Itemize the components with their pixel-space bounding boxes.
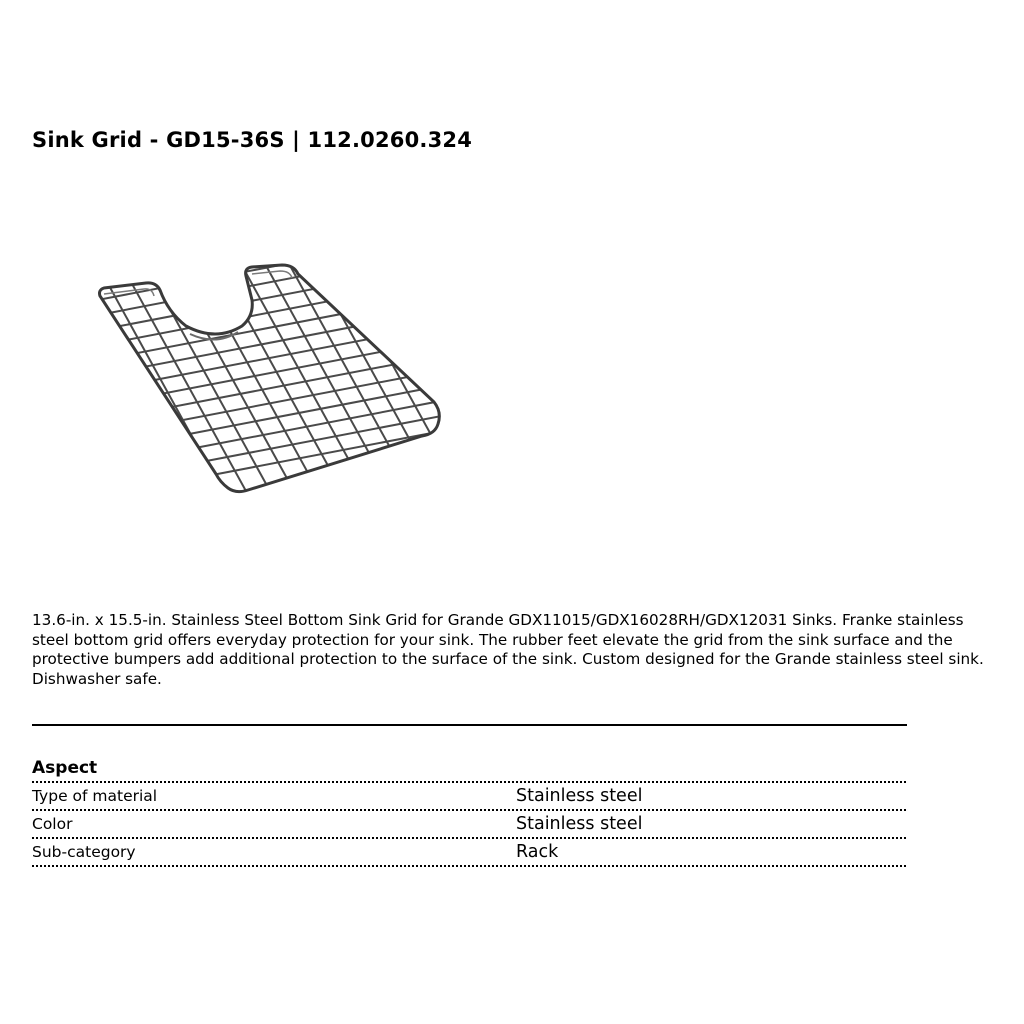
spec-row: [32, 839, 906, 867]
product-title: Sink Grid - GD15-36S | 112.0260.324: [32, 128, 473, 152]
spec-label: Type of material: [32, 787, 158, 805]
spec-label: Sub-category: [32, 843, 136, 861]
product-description: 13.6-in. x 15.5-in. Stainless Steel Bottom Sink Grid for Grande GDX11015/GDX16028RH/GDX12031 Sinks. Franke stainless steel bottom grid offers everyday protection for your sink. The rubber feet elevate the grid from the sink surface and the protective bumpers add additional protection to the surface of the sink. Custom designed for the Grande stainless steel sink. Dishwasher safe.: [32, 611, 984, 688]
section-divider: [32, 724, 907, 726]
spec-row: [32, 783, 906, 811]
sink-grid-image: [86, 262, 442, 498]
spec-label: Color: [32, 815, 73, 833]
spec-value: Rack: [516, 842, 559, 862]
spec-value: Stainless steel: [516, 814, 643, 834]
specs-heading: Aspect: [32, 756, 906, 783]
spec-row: [32, 811, 906, 839]
specs-table: [32, 756, 906, 867]
spec-value: Stainless steel: [516, 786, 643, 806]
